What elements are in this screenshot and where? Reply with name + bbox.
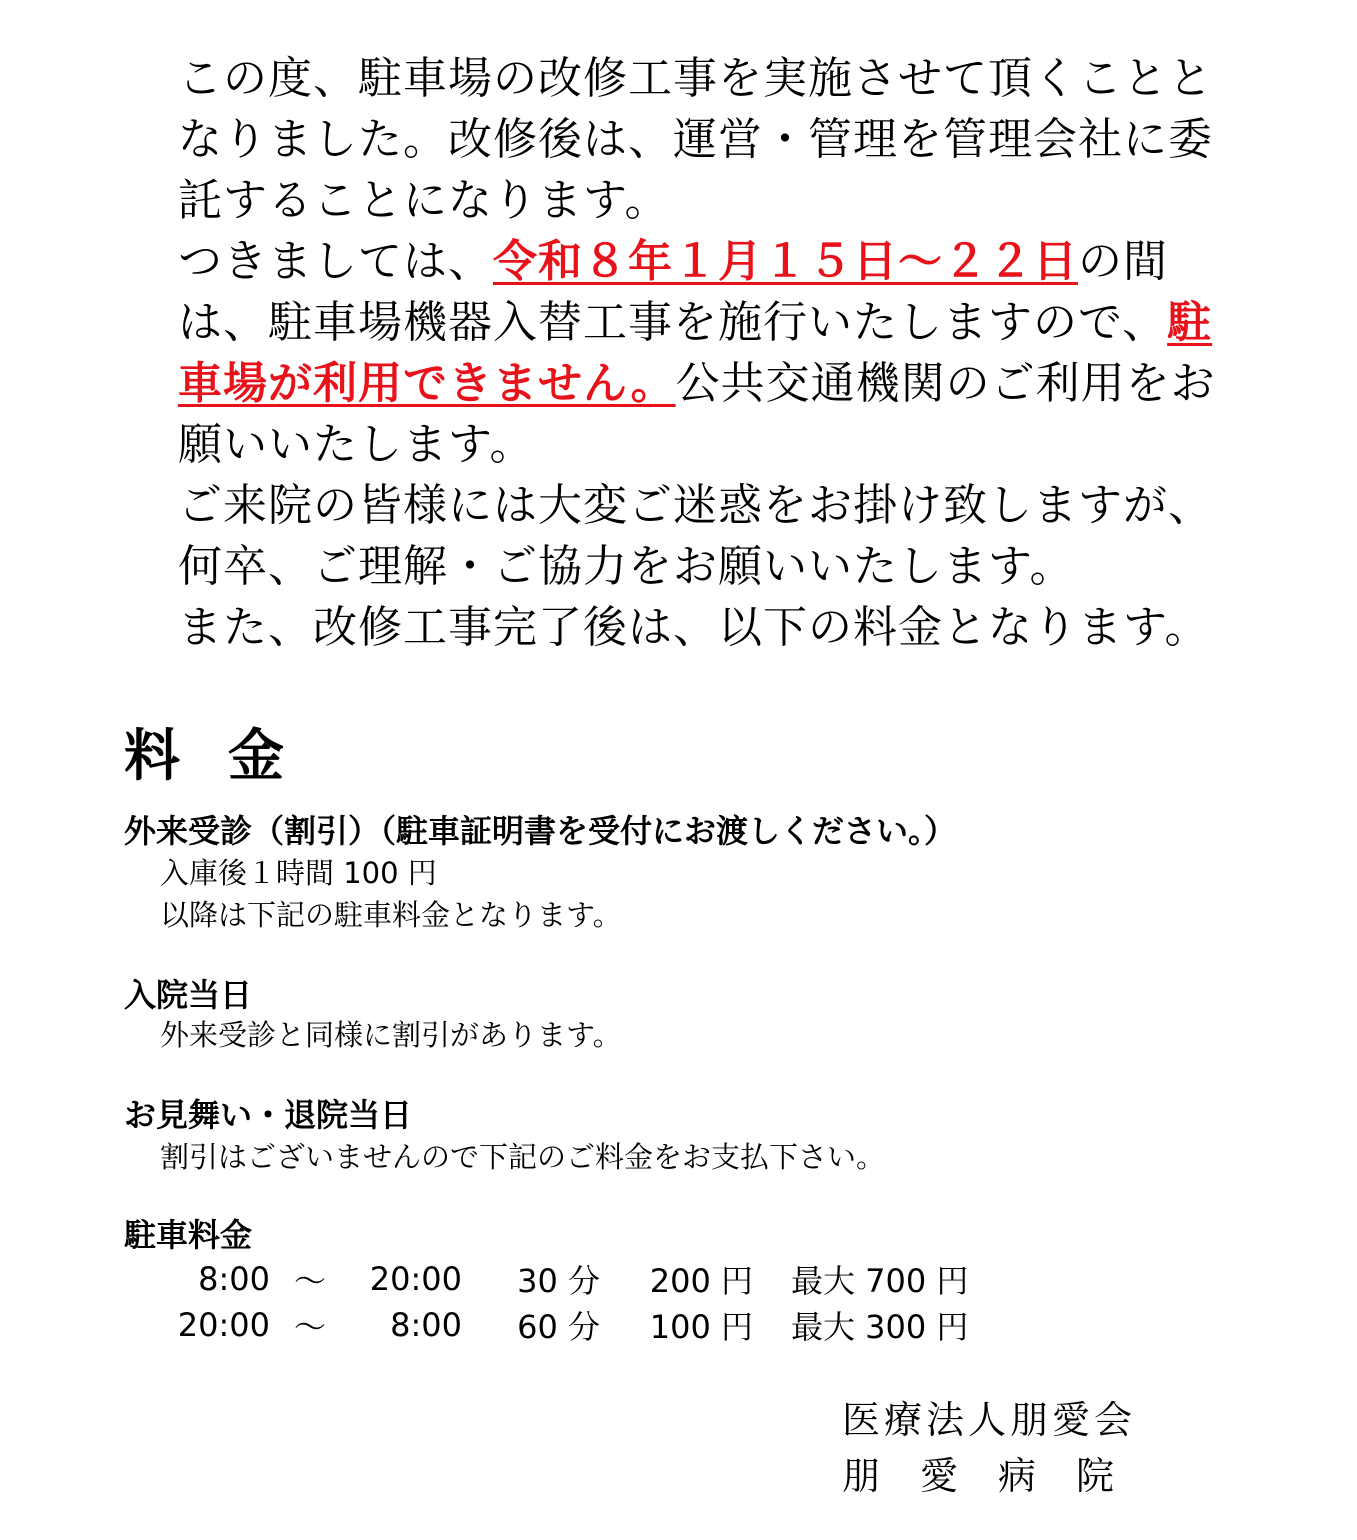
rate-maximum: 最大 700 円 xyxy=(791,1262,969,1300)
rate-maximum: 最大 300 円 xyxy=(791,1308,969,1346)
outpatient-line-1: 入庫後１時間 100 円 xyxy=(160,856,437,890)
signature-block xyxy=(842,1392,1154,1504)
visit-discharge-line-1: 割引はございませんので下記のご料金をお支払下さい。 xyxy=(160,1140,886,1174)
admission-body xyxy=(160,1014,622,1056)
rate-row xyxy=(160,1256,968,1302)
rate-time-unit: 30 分 xyxy=(517,1262,600,1300)
intro-paragraph-1: この度、駐車場の改修工事を実施させて頂くこととなりました。改修後は、運営・管理を管理会社に委託することになります。 xyxy=(178,53,1213,226)
admission-heading: 入院当日 xyxy=(124,976,253,1014)
intro-text xyxy=(124,48,1244,658)
visit-discharge-heading: お見舞い・退院当日 xyxy=(124,1096,413,1134)
intro-paragraph-2 xyxy=(124,231,1244,475)
rate-end-time: 8:00 xyxy=(390,1306,462,1344)
rate-price: 200 円 xyxy=(649,1262,753,1300)
visit-discharge-body xyxy=(160,1136,885,1178)
fee-title: 料金 xyxy=(124,724,332,789)
parking-fee-heading: 駐車料金 xyxy=(124,1216,253,1254)
rate-range-separator: ～ xyxy=(293,1308,326,1346)
rate-price: 100 円 xyxy=(649,1308,753,1346)
rate-start-time: 8:00 xyxy=(198,1260,270,1298)
outpatient-heading: 外来受診（割引）（駐車証明書を受付にお渡しください。） xyxy=(124,812,957,850)
outpatient-line-2: 以降は下記の駐車料金となります。 xyxy=(160,898,622,932)
admission-line-1: 外来受診と同様に割引があります。 xyxy=(160,1018,622,1052)
corporation-name: 医療法人朋愛会 xyxy=(842,1398,1137,1442)
rate-time-unit: 60 分 xyxy=(517,1308,600,1346)
closure-date-highlight: 令和８年１月１５日～２２日 xyxy=(493,236,1078,287)
intro-p2-middle: の間は、駐車場機器入替工事を施行いたしますので、 xyxy=(178,236,1168,348)
intro-p2-after: 公共交通機関のご利用をお願いいたします。 xyxy=(178,358,1216,470)
rate-row xyxy=(160,1302,968,1348)
intro-paragraph-3: ご来院の皆様には大変ご迷惑をお掛け致しますが、何卒、ご理解・ご協力をお願いいたします。 xyxy=(178,480,1213,592)
parking-unavailable-highlight: 駐車場が利用できません。 xyxy=(178,297,1213,409)
rate-end-time: 20:00 xyxy=(369,1260,462,1298)
intro-paragraph-4: また、改修工事完了後は、以下の料金となります。 xyxy=(178,602,1210,653)
intro-p2-before: つきましては、 xyxy=(178,236,493,287)
hospital-name: 朋愛病院 xyxy=(842,1454,1155,1498)
parking-rate-table xyxy=(160,1256,968,1348)
rate-range-separator: ～ xyxy=(293,1262,326,1300)
rate-start-time: 20:00 xyxy=(177,1306,270,1344)
outpatient-body xyxy=(160,852,622,936)
